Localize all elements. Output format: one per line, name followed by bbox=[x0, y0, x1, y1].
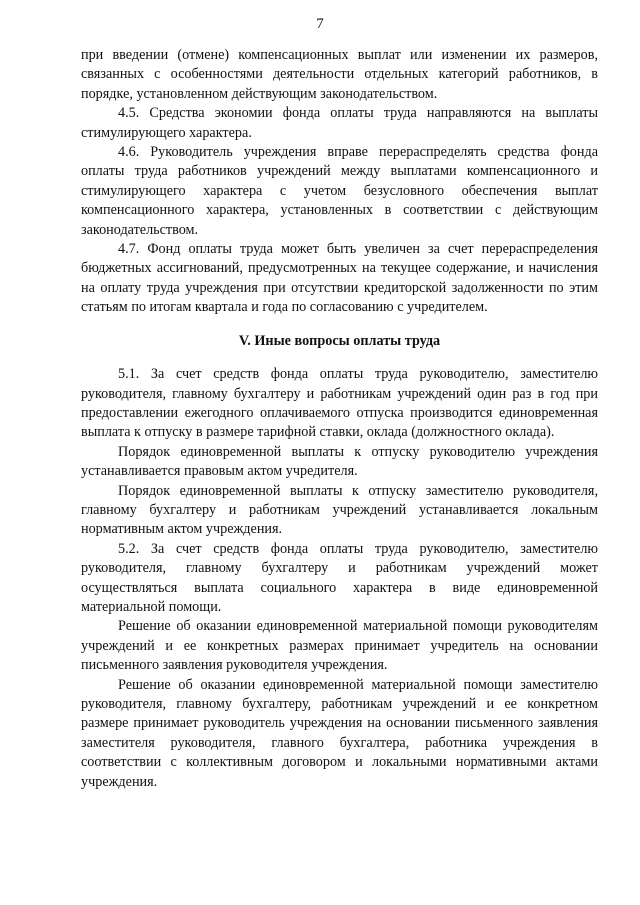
paragraph-5-2-decision-staff: Решение об оказании единовременной материальной помощи заместителю руководителя, главному бухгалтеру, работникам учреждений и ее конкретном размере принимает руководитель учреждения на основании письменного заявления заместителя руководителя, главного бухгалтера, работника учреждения в соответствии с коллективным договором и локальными нормативными актами учреждения. bbox=[81, 676, 598, 790]
paragraph-5-1-order-head: Порядок единовременной выплаты к отпуску руководителю учреждения устанавливается правовым актом учредителя. bbox=[81, 443, 598, 480]
paragraph-4-5: 4.5. Средства экономии фонда оплаты труда направляются на выплаты стимулирующего характера. bbox=[81, 105, 598, 141]
paragraph-4-6: 4.6. Руководитель учреждения вправе перераспределять средства фонда оплаты труда работников учреждений между выплатами компенсационного и стимулирующего характера с учетом безусловного обеспечения выплат компенсационного характера, установленных в соответствии с действующим законодательством. bbox=[81, 144, 598, 238]
paragraph-5-1-order-staff: Порядок единовременной выплаты к отпуску заместителю руководителя, главному бухгалтеру и работникам учреждений устанавливается локальным нормативным актом учреждения. bbox=[81, 482, 598, 538]
section-heading: V. Иные вопросы оплаты труда bbox=[238, 332, 441, 349]
paragraph-5-1: 5.1. За счет средств фонда оплаты труда руководителю, заместителю руководителя, главному бухгалтеру и работникам учреждений один раз в год при предоставлении ежегодного оплачиваемого отпуска производится единовременная выплата к отпуску в размере тарифной ставки, оклада (должностного оклада). bbox=[81, 366, 598, 441]
paragraph-4-7: 4.7. Фонд оплаты труда может быть увеличен за счет перераспределения бюджетных ассигнований, предусмотренных на текущее содержание, и начисления на оплату труда учреждения при отсутствии кредиторской задолженности по этим статьям по итогам квартала и года по согласованию с учредителем. bbox=[81, 241, 598, 316]
paragraph-continuation: при введении (отмене) компенсационных выплат или изменении их размеров, связанных с особенностями деятельности отдельных категорий работников, в порядке, установленном действующим законодательством. bbox=[81, 47, 598, 102]
page-number: 7 bbox=[316, 16, 324, 32]
paragraph-5-2: 5.2. За счет средств фонда оплаты труда руководителю, заместителю руководителя, главному бухгалтеру и работникам учреждений может осуществляться выплата социального характера в виде единовременной материальной помощи. bbox=[81, 540, 598, 615]
paragraph-5-2-decision-head: Решение об оказании единовременной материальной помощи руководителям учреждений и ее конкретных размерах принимает учредитель на основании письменного заявления руководителя учреждения. bbox=[81, 618, 598, 674]
document-body bbox=[81, 46, 598, 792]
